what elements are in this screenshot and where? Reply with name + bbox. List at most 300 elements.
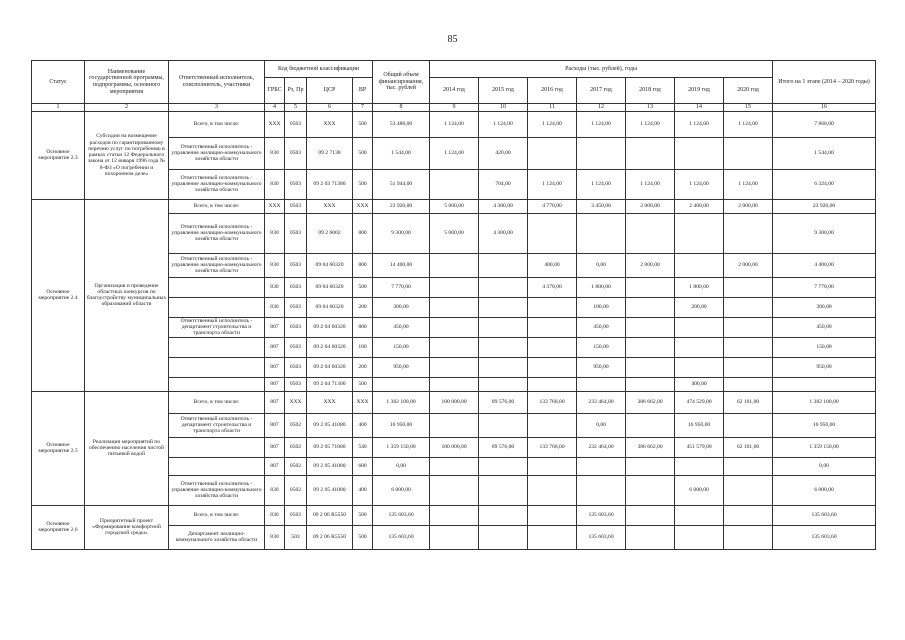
expense-y2020-cell	[724, 337, 773, 357]
expense-y2019-cell: 451 579,00	[675, 437, 724, 457]
column-number: 5	[285, 104, 307, 112]
expense-y2014-cell: 100 000,00	[430, 391, 479, 413]
total-funding-cell: 300,00	[373, 297, 430, 317]
expense-y2016-cell: 133 768,00	[528, 391, 577, 413]
expense-y2020-cell	[724, 297, 773, 317]
expense-y2017-cell: 233 464,00	[577, 391, 626, 413]
rz-pr-cell: 0503	[285, 111, 307, 137]
status-cell: Основное мероприятие 2.5	[32, 391, 85, 505]
rz-pr-cell: 0503	[285, 337, 307, 357]
expense-y2017-cell	[577, 457, 626, 475]
executor-cell: Департамент жилищно-коммунального хозяйства области	[169, 525, 265, 549]
expense-y2014-cell: 1 124,00	[430, 111, 479, 137]
header-2019: 2019 год	[675, 78, 724, 104]
expense-y2014-cell	[430, 317, 479, 337]
grbs-cell: 807	[265, 317, 285, 337]
expense-y2014-cell	[430, 297, 479, 317]
csr-cell: 09 2 05 41080	[307, 413, 353, 437]
expense-y2015-cell: 704,00	[479, 169, 528, 199]
rz-pr-cell: 0503	[285, 505, 307, 525]
executor-cell: Всего, в том числе:	[169, 391, 265, 413]
header-2014: 2014 год	[430, 78, 479, 104]
expense-y2017-cell: 950,00	[577, 357, 626, 377]
expense-y2014-cell	[430, 377, 479, 391]
csr-cell: 09 04 60320	[307, 277, 353, 297]
executor-cell: Всего, в том числе:	[169, 111, 265, 137]
grbs-cell: 807	[265, 357, 285, 377]
expense-y2016-cell: 1 124,00	[528, 169, 577, 199]
vr-cell: 500	[353, 137, 373, 169]
csr-cell: 09 04 60320	[307, 297, 353, 317]
expense-y2018-cell	[626, 297, 675, 317]
expense-y2019-cell	[675, 213, 724, 253]
status-cell: Основное мероприятие 2.6	[32, 505, 85, 549]
total-funding-cell	[373, 377, 430, 391]
expense-y2018-cell	[626, 213, 675, 253]
executor-cell	[169, 377, 265, 391]
table-row	[32, 391, 876, 413]
csr-cell: 09 2 05 41080	[307, 457, 353, 475]
header-2015: 2015 год	[479, 78, 528, 104]
header-csr: ЦСР	[307, 78, 353, 104]
header-rz-pr: Рз, Пр	[285, 78, 307, 104]
expense-y2014-cell: 100 000,00	[430, 437, 479, 457]
header-budget-code: Код бюджетной классификации	[265, 61, 373, 78]
column-number: 14	[675, 104, 724, 112]
csr-cell: 09 04 60320	[307, 253, 353, 277]
vr-cell: 500	[353, 111, 373, 137]
grbs-cell: 830	[265, 253, 285, 277]
expense-y2014-cell: 5 000,00	[430, 213, 479, 253]
program-cell: Реализация мероприятий по обеспечению населения чистой питьевой водой	[85, 391, 169, 505]
executor-cell: Всего, в том числе:	[169, 199, 265, 213]
expense-y2016-cell	[528, 317, 577, 337]
expense-y2015-cell	[479, 297, 528, 317]
grbs-cell: 807	[265, 437, 285, 457]
expense-y2017-cell: 135 603,60	[577, 505, 626, 525]
expense-y2019-cell: 474 529,00	[675, 391, 724, 413]
expense-y2015-cell	[479, 377, 528, 391]
vr-cell: 400	[353, 475, 373, 505]
expense-y2015-cell	[479, 413, 528, 437]
expense-y2020-cell: 2 000,00	[724, 253, 773, 277]
expense-y2017-cell: 3 450,00	[577, 199, 626, 213]
vr-cell: 200	[353, 297, 373, 317]
header-2020: 2020 год	[724, 78, 773, 104]
csr-cell: 09 2 05 41080	[307, 475, 353, 505]
executor-cell	[169, 277, 265, 297]
rz-pr-cell: 0502	[285, 457, 307, 475]
total-funding-cell: 1 359 150,00	[373, 437, 430, 457]
expense-y2019-cell: 1 124,00	[675, 111, 724, 137]
grbs-cell: 807	[265, 337, 285, 357]
header-total-funding: Общий объем финансирования, тыс. рублей	[373, 61, 430, 104]
stage-total-cell: 300,00	[773, 297, 876, 317]
expense-y2016-cell	[528, 475, 577, 505]
total-funding-cell: 0,00	[373, 457, 430, 475]
executor-cell: Ответственный исполнитель - управление жилищно-коммунального хозяйства области	[169, 253, 265, 277]
expense-y2020-cell	[724, 137, 773, 169]
expense-y2017-cell	[577, 137, 626, 169]
expense-y2020-cell: 62 101,00	[724, 391, 773, 413]
csr-cell: 09 2 04 60320	[307, 317, 353, 337]
expense-y2020-cell: 1 124,00	[724, 169, 773, 199]
executor-cell: Ответственный исполнитель - управление жилищно-коммунального хозяйства области	[169, 169, 265, 199]
stage-total-cell: 1 544,00	[773, 137, 876, 169]
program-cell: Организация и проведение областных конкурсов по благоустройству муниципальных образований области	[85, 199, 169, 391]
expense-y2014-cell: 5 000,00	[430, 199, 479, 213]
grbs-cell: 807	[265, 457, 285, 475]
expense-y2019-cell	[675, 457, 724, 475]
column-number: 15	[724, 104, 773, 112]
grbs-cell: 807	[265, 413, 285, 437]
expense-y2016-cell	[528, 525, 577, 549]
grbs-cell: XXX	[265, 111, 285, 137]
vr-cell: 540	[353, 437, 373, 457]
rz-pr-cell: 0503	[285, 253, 307, 277]
status-cell: Основное мероприятие 2.4	[32, 199, 85, 391]
column-number: 7	[353, 104, 373, 112]
expense-y2020-cell	[724, 317, 773, 337]
header-executor: Ответственный исполнитель, соисполнитель, участники	[169, 61, 265, 104]
expense-y2019-cell: 6 000,00	[675, 475, 724, 505]
grbs-cell: 830	[265, 213, 285, 253]
header-2018: 2018 год	[626, 78, 675, 104]
stage-total-cell: 450,00	[773, 317, 876, 337]
grbs-cell: 830	[265, 505, 285, 525]
vr-cell: 600	[353, 457, 373, 475]
grbs-cell: 830	[265, 475, 285, 505]
expense-y2014-cell: 1 124,00	[430, 137, 479, 169]
expense-y2018-cell	[626, 457, 675, 475]
expense-y2017-cell: 0,00	[577, 413, 626, 437]
total-funding-cell: 16 950,00	[373, 413, 430, 437]
rz-pr-cell: 0503	[285, 199, 307, 213]
expense-y2018-cell: 2 000,00	[626, 199, 675, 213]
csr-cell: 09 2 04 71300	[307, 377, 353, 391]
total-funding-cell: 6 000,00	[373, 475, 430, 505]
executor-cell	[169, 297, 265, 317]
expense-y2020-cell	[724, 457, 773, 475]
column-number: 1	[32, 104, 85, 112]
expense-y2016-cell: 400,00	[528, 253, 577, 277]
expense-y2018-cell	[626, 357, 675, 377]
column-number: 11	[528, 104, 577, 112]
csr-cell: 09 2 04 60320	[307, 337, 353, 357]
vr-cell: 500	[353, 525, 373, 549]
expense-y2016-cell	[528, 213, 577, 253]
total-funding-cell: 135 603,60	[373, 525, 430, 549]
executor-cell: Ответственный исполнитель - департамент строительства и транспорта области	[169, 413, 265, 437]
vr-cell: 400	[353, 413, 373, 437]
header-grbs: ГРБС	[265, 78, 285, 104]
executor-cell: Всего, в том числе:	[169, 505, 265, 525]
total-funding-cell: 950,00	[373, 357, 430, 377]
expense-y2020-cell	[724, 525, 773, 549]
csr-cell: 09 2 06 R5550	[307, 525, 353, 549]
expense-y2020-cell	[724, 413, 773, 437]
grbs-cell: 830	[265, 525, 285, 549]
expense-y2019-cell	[675, 525, 724, 549]
header-program: Наименование государственной программы, подпрограммы, основного мероприятия	[85, 61, 169, 104]
rz-pr-cell: 0502	[285, 437, 307, 457]
expense-y2017-cell: 1 124,00	[577, 169, 626, 199]
expense-y2015-cell	[479, 475, 528, 505]
expense-y2014-cell	[430, 475, 479, 505]
column-number: 13	[626, 104, 675, 112]
csr-cell: XXX	[307, 199, 353, 213]
header-status: Статус	[32, 61, 85, 104]
expense-y2017-cell: 100,00	[577, 297, 626, 317]
vr-cell: 500	[353, 505, 373, 525]
csr-cell: 09 2 04 60320	[307, 357, 353, 377]
expense-y2019-cell	[675, 337, 724, 357]
rz-pr-cell: 0503	[285, 277, 307, 297]
grbs-cell: XXX	[265, 199, 285, 213]
expense-y2015-cell	[479, 277, 528, 297]
expense-y2018-cell	[626, 413, 675, 437]
expense-y2020-cell: 2 000,00	[724, 199, 773, 213]
expense-y2020-cell	[724, 357, 773, 377]
expense-y2017-cell	[577, 377, 626, 391]
expense-y2016-cell	[528, 137, 577, 169]
expense-y2016-cell: 4 770,00	[528, 199, 577, 213]
grbs-cell: 830	[265, 137, 285, 169]
expense-y2018-cell: 2 000,00	[626, 253, 675, 277]
expense-y2018-cell	[626, 377, 675, 391]
program-cell: Субсидии на возмещение расходов по гарантированному перечню услуг по погребению в рамках статьи 12 Федерального закона от 12 января 1996 года № 8-ФЗ «О погребении и похоронном деле»	[85, 111, 169, 199]
vr-cell: 100	[353, 337, 373, 357]
vr-cell: 800	[353, 253, 373, 277]
expense-y2016-cell: 4 370,00	[528, 277, 577, 297]
csr-cell: 09 2 7138	[307, 137, 353, 169]
expense-y2019-cell	[675, 253, 724, 277]
expense-y2019-cell: 16 950,00	[675, 413, 724, 437]
expense-y2017-cell: 150,00	[577, 337, 626, 357]
csr-cell: XXX	[307, 111, 353, 137]
expense-y2018-cell: 386 662,00	[626, 391, 675, 413]
vr-cell: 500	[353, 169, 373, 199]
stage-total-cell: 950,00	[773, 357, 876, 377]
total-funding-cell: 23 920,00	[373, 199, 430, 213]
csr-cell: 09 2 06 R5550	[307, 505, 353, 525]
expense-y2020-cell	[724, 213, 773, 253]
expense-y2018-cell: 1 124,00	[626, 111, 675, 137]
expense-y2017-cell: 1 124,00	[577, 111, 626, 137]
rz-pr-cell: 0503	[285, 213, 307, 253]
executor-cell: Ответственный исполнитель - управление жилищно-коммунального хозяйства области	[169, 137, 265, 169]
total-funding-cell: 450,00	[373, 317, 430, 337]
expense-y2018-cell	[626, 317, 675, 337]
executor-cell	[169, 337, 265, 357]
table-row	[32, 111, 876, 137]
expense-y2019-cell: 200,00	[675, 297, 724, 317]
column-number: 2	[85, 104, 169, 112]
expense-y2019-cell: 1 800,00	[675, 277, 724, 297]
total-funding-cell: 53 488,00	[373, 111, 430, 137]
expense-y2020-cell	[724, 475, 773, 505]
column-number-row	[32, 104, 876, 112]
stage-total-cell: 7 868,00	[773, 111, 876, 137]
table-row	[32, 505, 876, 525]
stage-total-cell: 23 920,00	[773, 199, 876, 213]
expense-y2018-cell	[626, 337, 675, 357]
expense-y2015-cell: 4 300,00	[479, 199, 528, 213]
expense-y2014-cell	[430, 457, 479, 475]
column-number: 12	[577, 104, 626, 112]
expense-y2020-cell	[724, 277, 773, 297]
expense-y2014-cell	[430, 505, 479, 525]
stage-total-cell: 7 770,00	[773, 277, 876, 297]
vr-cell: 200	[353, 357, 373, 377]
expense-y2018-cell	[626, 505, 675, 525]
vr-cell: 500	[353, 377, 373, 391]
expense-y2014-cell	[430, 277, 479, 297]
grbs-cell: 807	[265, 391, 285, 413]
expense-y2018-cell	[626, 137, 675, 169]
total-funding-cell: 7 770,00	[373, 277, 430, 297]
total-funding-cell: 14 400,00	[373, 253, 430, 277]
vr-cell: 800	[353, 317, 373, 337]
expense-y2016-cell	[528, 413, 577, 437]
total-funding-cell: 1 382 100,00	[373, 391, 430, 413]
expense-y2018-cell: 1 124,00	[626, 169, 675, 199]
expense-y2017-cell: 232 464,00	[577, 437, 626, 457]
rz-pr-cell: XXX	[285, 391, 307, 413]
rz-pr-cell: 0503	[285, 169, 307, 199]
total-funding-cell: 150,00	[373, 337, 430, 357]
executor-cell: Ответственный исполнитель - управление жилищно-коммунального хозяйства области	[169, 213, 265, 253]
expense-y2014-cell	[430, 169, 479, 199]
total-funding-cell: 9 300,00	[373, 213, 430, 253]
expense-y2018-cell	[626, 525, 675, 549]
stage-total-cell: 9 300,00	[773, 213, 876, 253]
expense-y2016-cell	[528, 337, 577, 357]
stage-total-cell: 6 324,00	[773, 169, 876, 199]
rz-pr-cell: 0503	[285, 377, 307, 391]
rz-pr-cell: 503	[285, 525, 307, 549]
expense-y2015-cell: 89 576,00	[479, 391, 528, 413]
vr-cell: XXX	[353, 199, 373, 213]
stage-total-cell: 0,00	[773, 457, 876, 475]
expense-y2018-cell	[626, 475, 675, 505]
column-number: 3	[169, 104, 265, 112]
stage-total-cell: 1 382 100,00	[773, 391, 876, 413]
table-row	[32, 199, 876, 213]
expense-y2017-cell: 135 603,60	[577, 525, 626, 549]
expense-y2020-cell	[724, 505, 773, 525]
expense-y2016-cell: 133 768,00	[528, 437, 577, 457]
expense-y2015-cell: 4 300,00	[479, 213, 528, 253]
grbs-cell: 807	[265, 377, 285, 391]
stage-total-cell: 150,00	[773, 337, 876, 357]
column-number: 4	[265, 104, 285, 112]
vr-cell: 500	[353, 277, 373, 297]
rz-pr-cell: 0503	[285, 317, 307, 337]
expense-y2020-cell	[724, 377, 773, 391]
rz-pr-cell: 0502	[285, 475, 307, 505]
column-number: 8	[373, 104, 430, 112]
executor-cell	[169, 437, 265, 457]
expense-y2015-cell	[479, 525, 528, 549]
expense-y2020-cell: 1 124,00	[724, 111, 773, 137]
page-number: 85	[447, 34, 458, 45]
expense-y2015-cell	[479, 457, 528, 475]
expense-y2016-cell	[528, 377, 577, 391]
grbs-cell: 830	[265, 297, 285, 317]
expense-y2019-cell	[675, 317, 724, 337]
expense-y2017-cell	[577, 213, 626, 253]
expense-y2014-cell	[430, 413, 479, 437]
expense-y2015-cell: 1 124,00	[479, 111, 528, 137]
expense-y2018-cell	[626, 277, 675, 297]
expense-y2017-cell: 450,00	[577, 317, 626, 337]
rz-pr-cell: 0503	[285, 137, 307, 169]
csr-cell: 09 2 03 71380	[307, 169, 353, 199]
expense-y2015-cell	[479, 317, 528, 337]
rz-pr-cell: 0503	[285, 297, 307, 317]
budget-table	[31, 60, 876, 550]
expense-y2015-cell	[479, 337, 528, 357]
table-body	[32, 111, 876, 549]
stage-total-cell: 16 950,00	[773, 413, 876, 437]
expense-y2019-cell	[675, 357, 724, 377]
total-funding-cell: 1 544,00	[373, 137, 430, 169]
expense-y2018-cell: 386 662,00	[626, 437, 675, 457]
executor-cell: Ответственный исполнитель - управление жилищно-коммунального хозяйства области	[169, 475, 265, 505]
expense-y2017-cell	[577, 475, 626, 505]
rz-pr-cell: 0503	[285, 357, 307, 377]
vr-cell: 800	[353, 213, 373, 253]
csr-cell: XXX	[307, 391, 353, 413]
header-expenses: Расходы (тыс. рублей), годы	[430, 61, 773, 78]
expense-y2014-cell	[430, 253, 479, 277]
expense-y2016-cell	[528, 505, 577, 525]
expense-y2020-cell: 62 101,00	[724, 437, 773, 457]
column-number: 6	[307, 104, 353, 112]
expense-y2017-cell: 1 800,00	[577, 277, 626, 297]
expense-y2019-cell: 400,00	[675, 377, 724, 391]
header-2016: 2016 год	[528, 78, 577, 104]
expense-y2015-cell	[479, 357, 528, 377]
expense-y2014-cell	[430, 337, 479, 357]
csr-cell: 09 2 6002	[307, 213, 353, 253]
column-number: 16	[773, 104, 876, 112]
executor-cell	[169, 357, 265, 377]
expense-y2016-cell	[528, 457, 577, 475]
expense-y2014-cell	[430, 357, 479, 377]
total-funding-cell: 51 944,00	[373, 169, 430, 199]
executor-cell: Ответственный исполнитель - департамент строительства и транспорта области	[169, 317, 265, 337]
grbs-cell: 830	[265, 277, 285, 297]
header-vr: ВР	[353, 78, 373, 104]
header-stage-total: Итого на 1 этапе (2014 – 2020 годы)	[773, 61, 876, 104]
csr-cell: 09 2 05 71080	[307, 437, 353, 457]
vr-cell: XXX	[353, 391, 373, 413]
stage-total-cell: 135 603,60	[773, 525, 876, 549]
status-cell: Основное мероприятие 2.3	[32, 111, 85, 199]
expense-y2015-cell: 420,00	[479, 137, 528, 169]
expense-y2016-cell: 1 124,00	[528, 111, 577, 137]
expense-y2019-cell	[675, 505, 724, 525]
expense-y2015-cell: 89 576,00	[479, 437, 528, 457]
program-cell: Приоритетный проект «Формирование комфортной городской среды»	[85, 505, 169, 549]
rz-pr-cell: 0502	[285, 413, 307, 437]
header-2017: 2017 год	[577, 78, 626, 104]
expense-y2015-cell	[479, 253, 528, 277]
expense-y2016-cell	[528, 357, 577, 377]
grbs-cell: 830	[265, 169, 285, 199]
